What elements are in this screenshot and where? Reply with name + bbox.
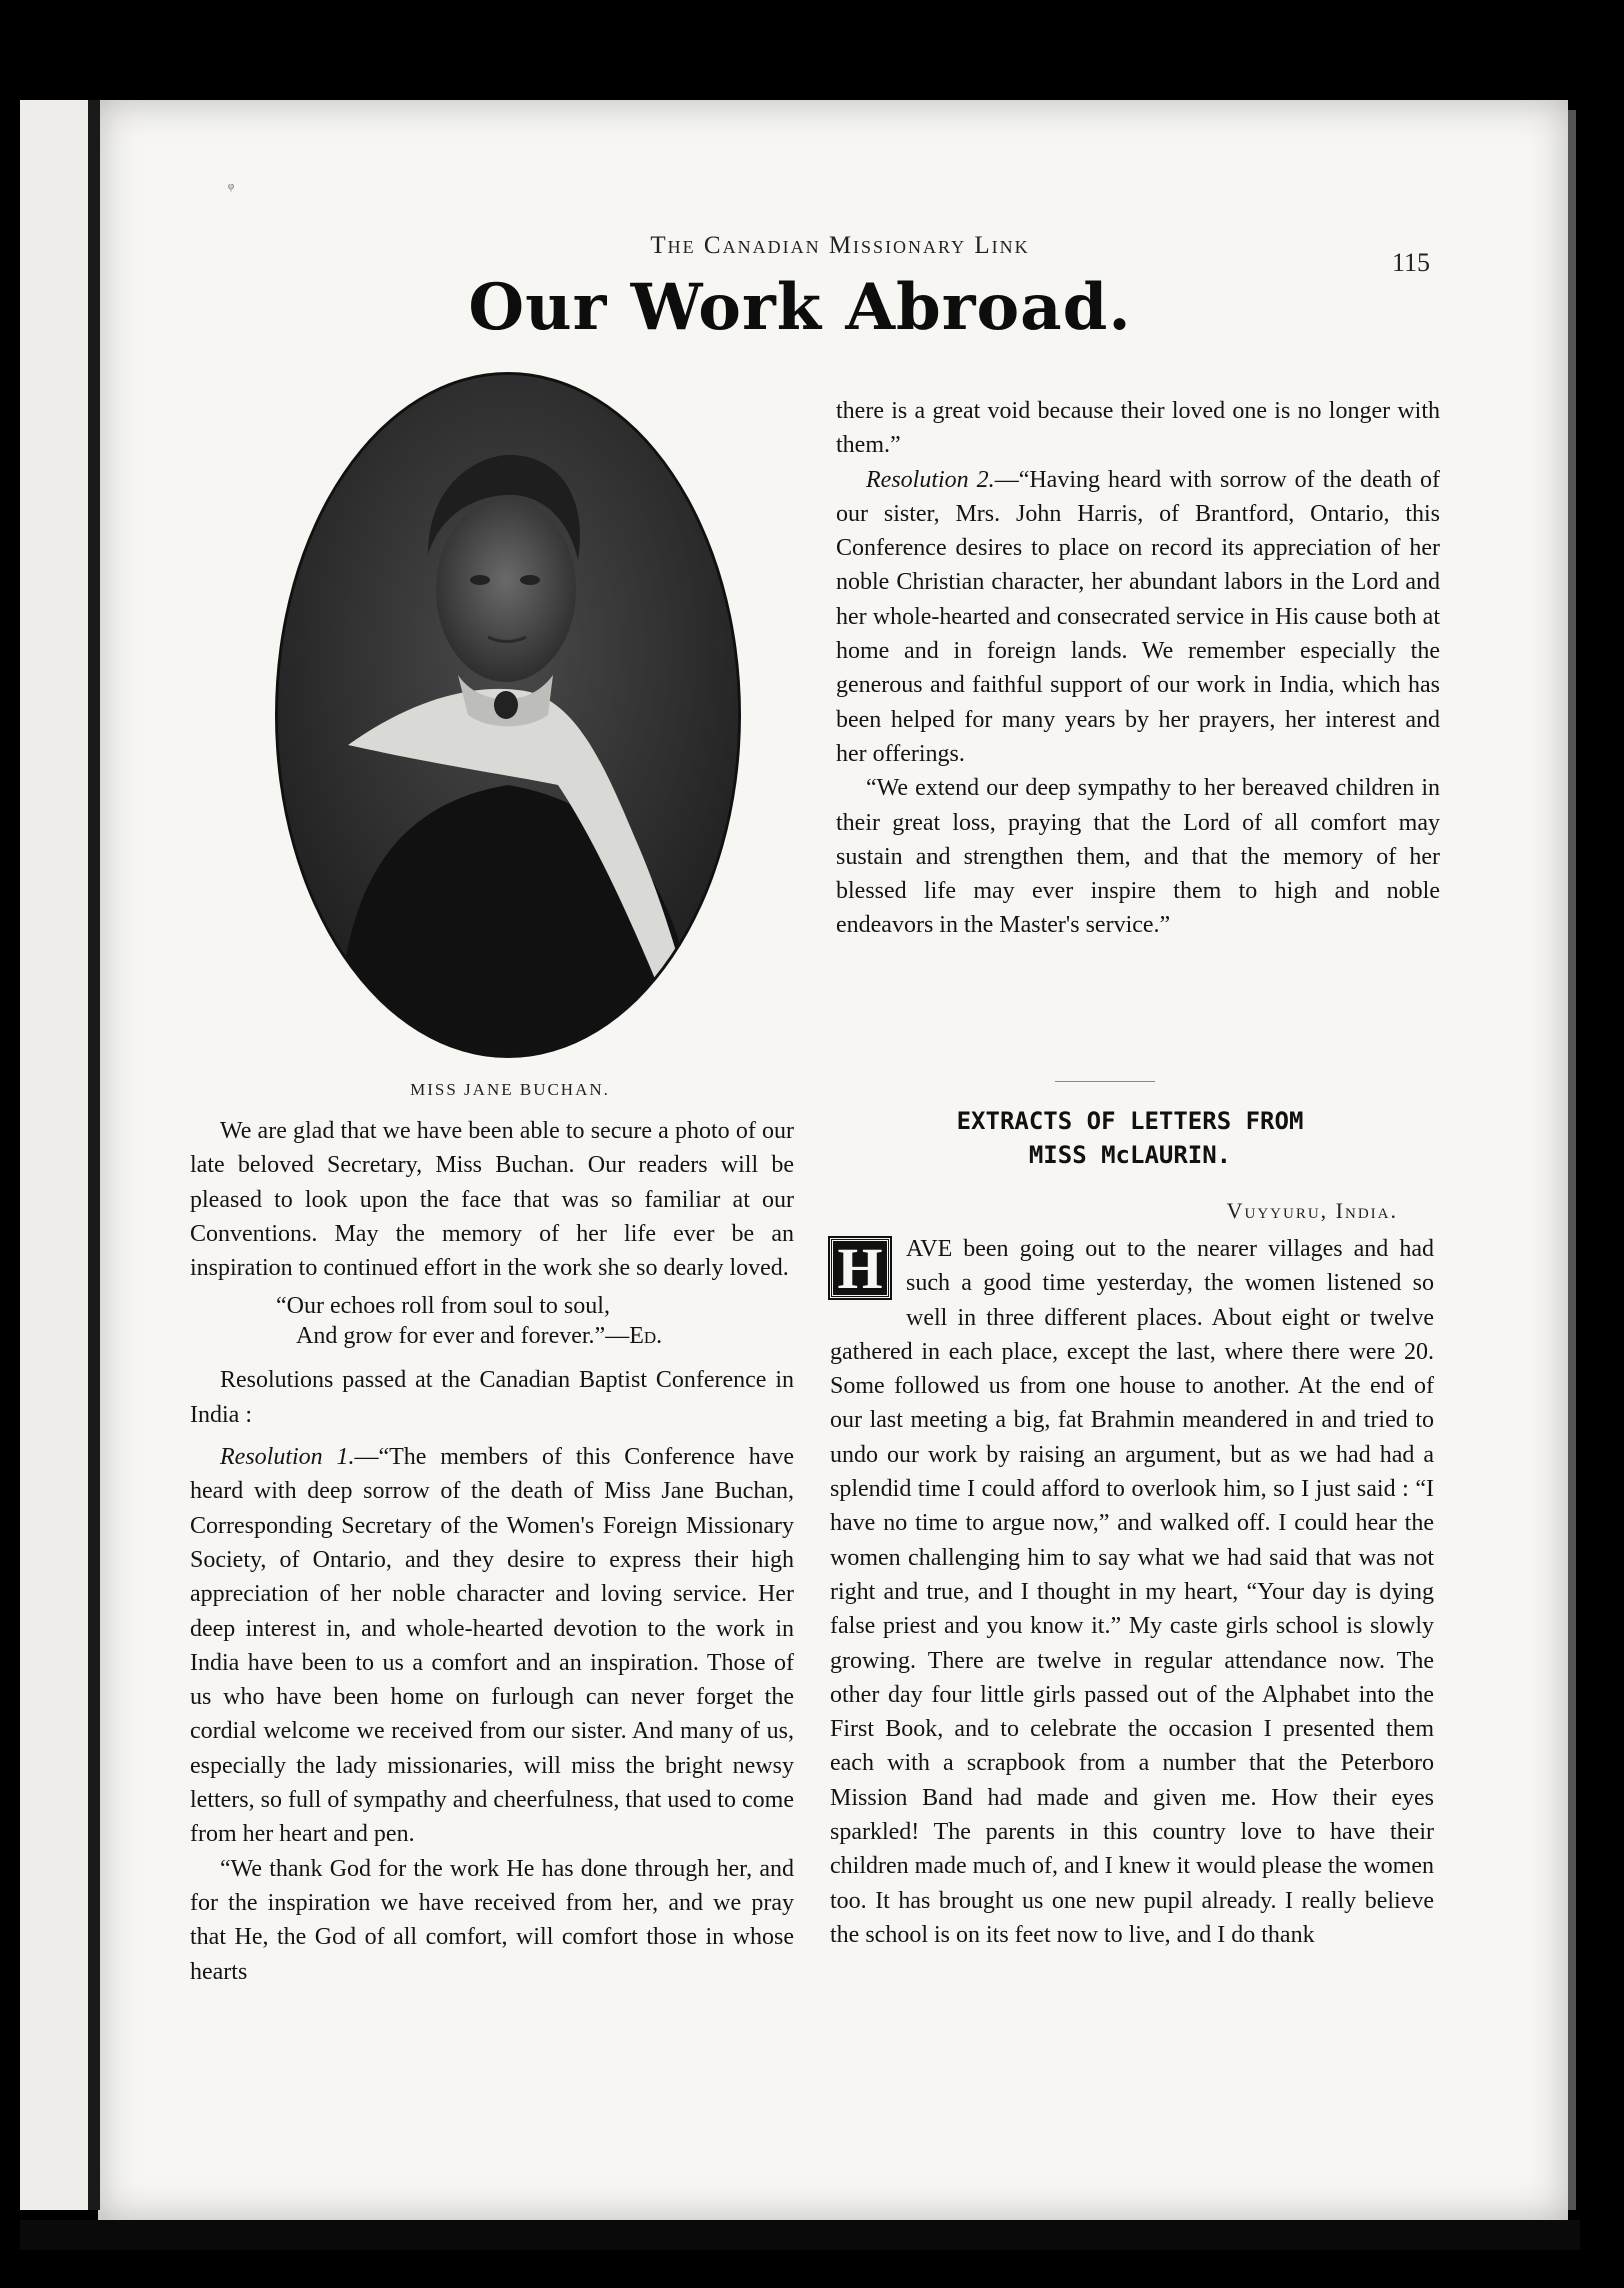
verse-line-2-text: And grow for ever and forever.”— [296,1323,630,1350]
portrait-image [278,375,738,1055]
verse-quote [190,1291,794,1351]
extracts-heading-line-1: EXTRACTS OF LETTERS FROM [956,1107,1304,1135]
resolution-2-text: —“Having heard with sorrow of the death of our sister, Mrs. John Harris, of Brantford, Ontario, this Conference desires to place on record its appreciation of her noble Christian character, her abundant labors in the Lord and her whole-hearted and consecrated service in His cause both at home and in foreign lands. We remember especially the generous and faithful support of our work in India, which has been helped for many years by her prayers, her interest and her offerings. [836,466,1441,767]
resolution-2-label: Resolution 2. [866,466,995,493]
resolution-1-label: Resolution 1. [220,1444,355,1471]
verse-line-1: “Our echoes roll from soul to soul, [276,1293,610,1320]
resolution-1-conclusion: there is a great void because their loved one is no longer with them.” [836,398,1440,459]
section-divider [1055,1081,1155,1082]
drop-cap: H [830,1238,890,1298]
page-edge [1568,110,1576,2210]
left-column [190,1114,794,1989]
resolution-2 [836,463,1440,772]
resolution-1-text: —“The members of this Conference have heard with deep sorrow of the death of Miss Jane Buchan, Corresponding Secretary of the Women's Foreign Missionary Society, of Ontario, and they desire to express their high appreciation of her noble character and loving service. Her deep interest in, and whole-hearted devotion to the work in India have been to us a comfort and an inspiration. Those of us who have been home on furlough can never forget the cordial welcome we received from our sister. And many of us, especially the lady missionaries, will miss the bright newsy letters, so full of sympathy and cheerfulness, that used to come from her heart and pen. [190,1444,795,1848]
extracts-heading-line-2: MISS McLAURIN. [1028,1141,1232,1169]
extracts-heading [870,1104,1390,1172]
page-title: Our Work Abroad. [468,270,1132,345]
running-head: The Canadian Missionary Link [650,232,1030,259]
verse-credit: Ed. [629,1323,663,1350]
portrait-caption: MISS JANE BUCHAN. [410,1080,610,1099]
resolution-2-continued: “We extend our deep sympathy to her bereaved children in their great loss, praying that the Lord of all comfort may sustain and strengthen them, and that the memory of her blessed life may ever inspire them to high and noble endeavors in the Master's service.” [836,775,1440,939]
intro-paragraph: We are glad that we have been able to secure a photo of our late beloved Secretary, Miss Buchan. Our readers will be pleased to look upon the face that was so familiar at our Conventions. May the memory of her life ever be an inspiration to continued effort in the work she so dearly loved. [190,1118,794,1282]
letter-dateline: Vuyyuru, India. [1226,1198,1398,1223]
portrait-photo [275,372,741,1058]
verse-line-2 [190,1321,794,1351]
letter-column [830,1232,1434,1952]
right-column-top [836,394,1440,943]
letter-text: AVE been going out to the nearer villages and had such a good time yesterday, the women listened so well in three different places. About eight or twelve gathered in each place, except the last, where there were 20. Some followed us from one house to another. At the end of our last meeting a big, fat Brahmin meandered in and tried to undo our work by raising an argument, but as we had had a splendid time I could afford to overlook him, so I just said : “I have no time to argue now,” and walked off. I could hear the women challenging him to say what we had said that was not right and true, and I thought in my heart, “Your day is dying false priest and you know it.” My caste girls school is slowly growing. There are twelve in regular attendance now. The other day four little girls passed out of the Alphabet into the First Book, and to celebrate the occasion I presented them each with a scrapbook from a number that the Peterboro Mission Band had made and given me. How their eyes sparkled! The parents in this country love to have their children made much of, and I knew it would please the women too. It has brought us one new pupil already. I really believe the school is on its feet now to live, and I do thank [830,1236,1434,1948]
scan-bottom-border [20,2220,1580,2250]
stray-mark: ᵠ [228,178,235,198]
previous-page-edge [20,100,92,2210]
book-spine [88,100,100,2210]
resolution-1-continued: “We thank God for the work He has done through her, and for the inspiration we have received from her, and we pray that He, the God of all comfort, will comfort those in whose hearts [190,1855,794,1985]
page-number: 115 [1392,248,1431,277]
resolutions-intro: Resolutions passed at the Canadian Baptist Conference in India : [190,1367,794,1428]
resolution-1 [190,1440,794,1852]
